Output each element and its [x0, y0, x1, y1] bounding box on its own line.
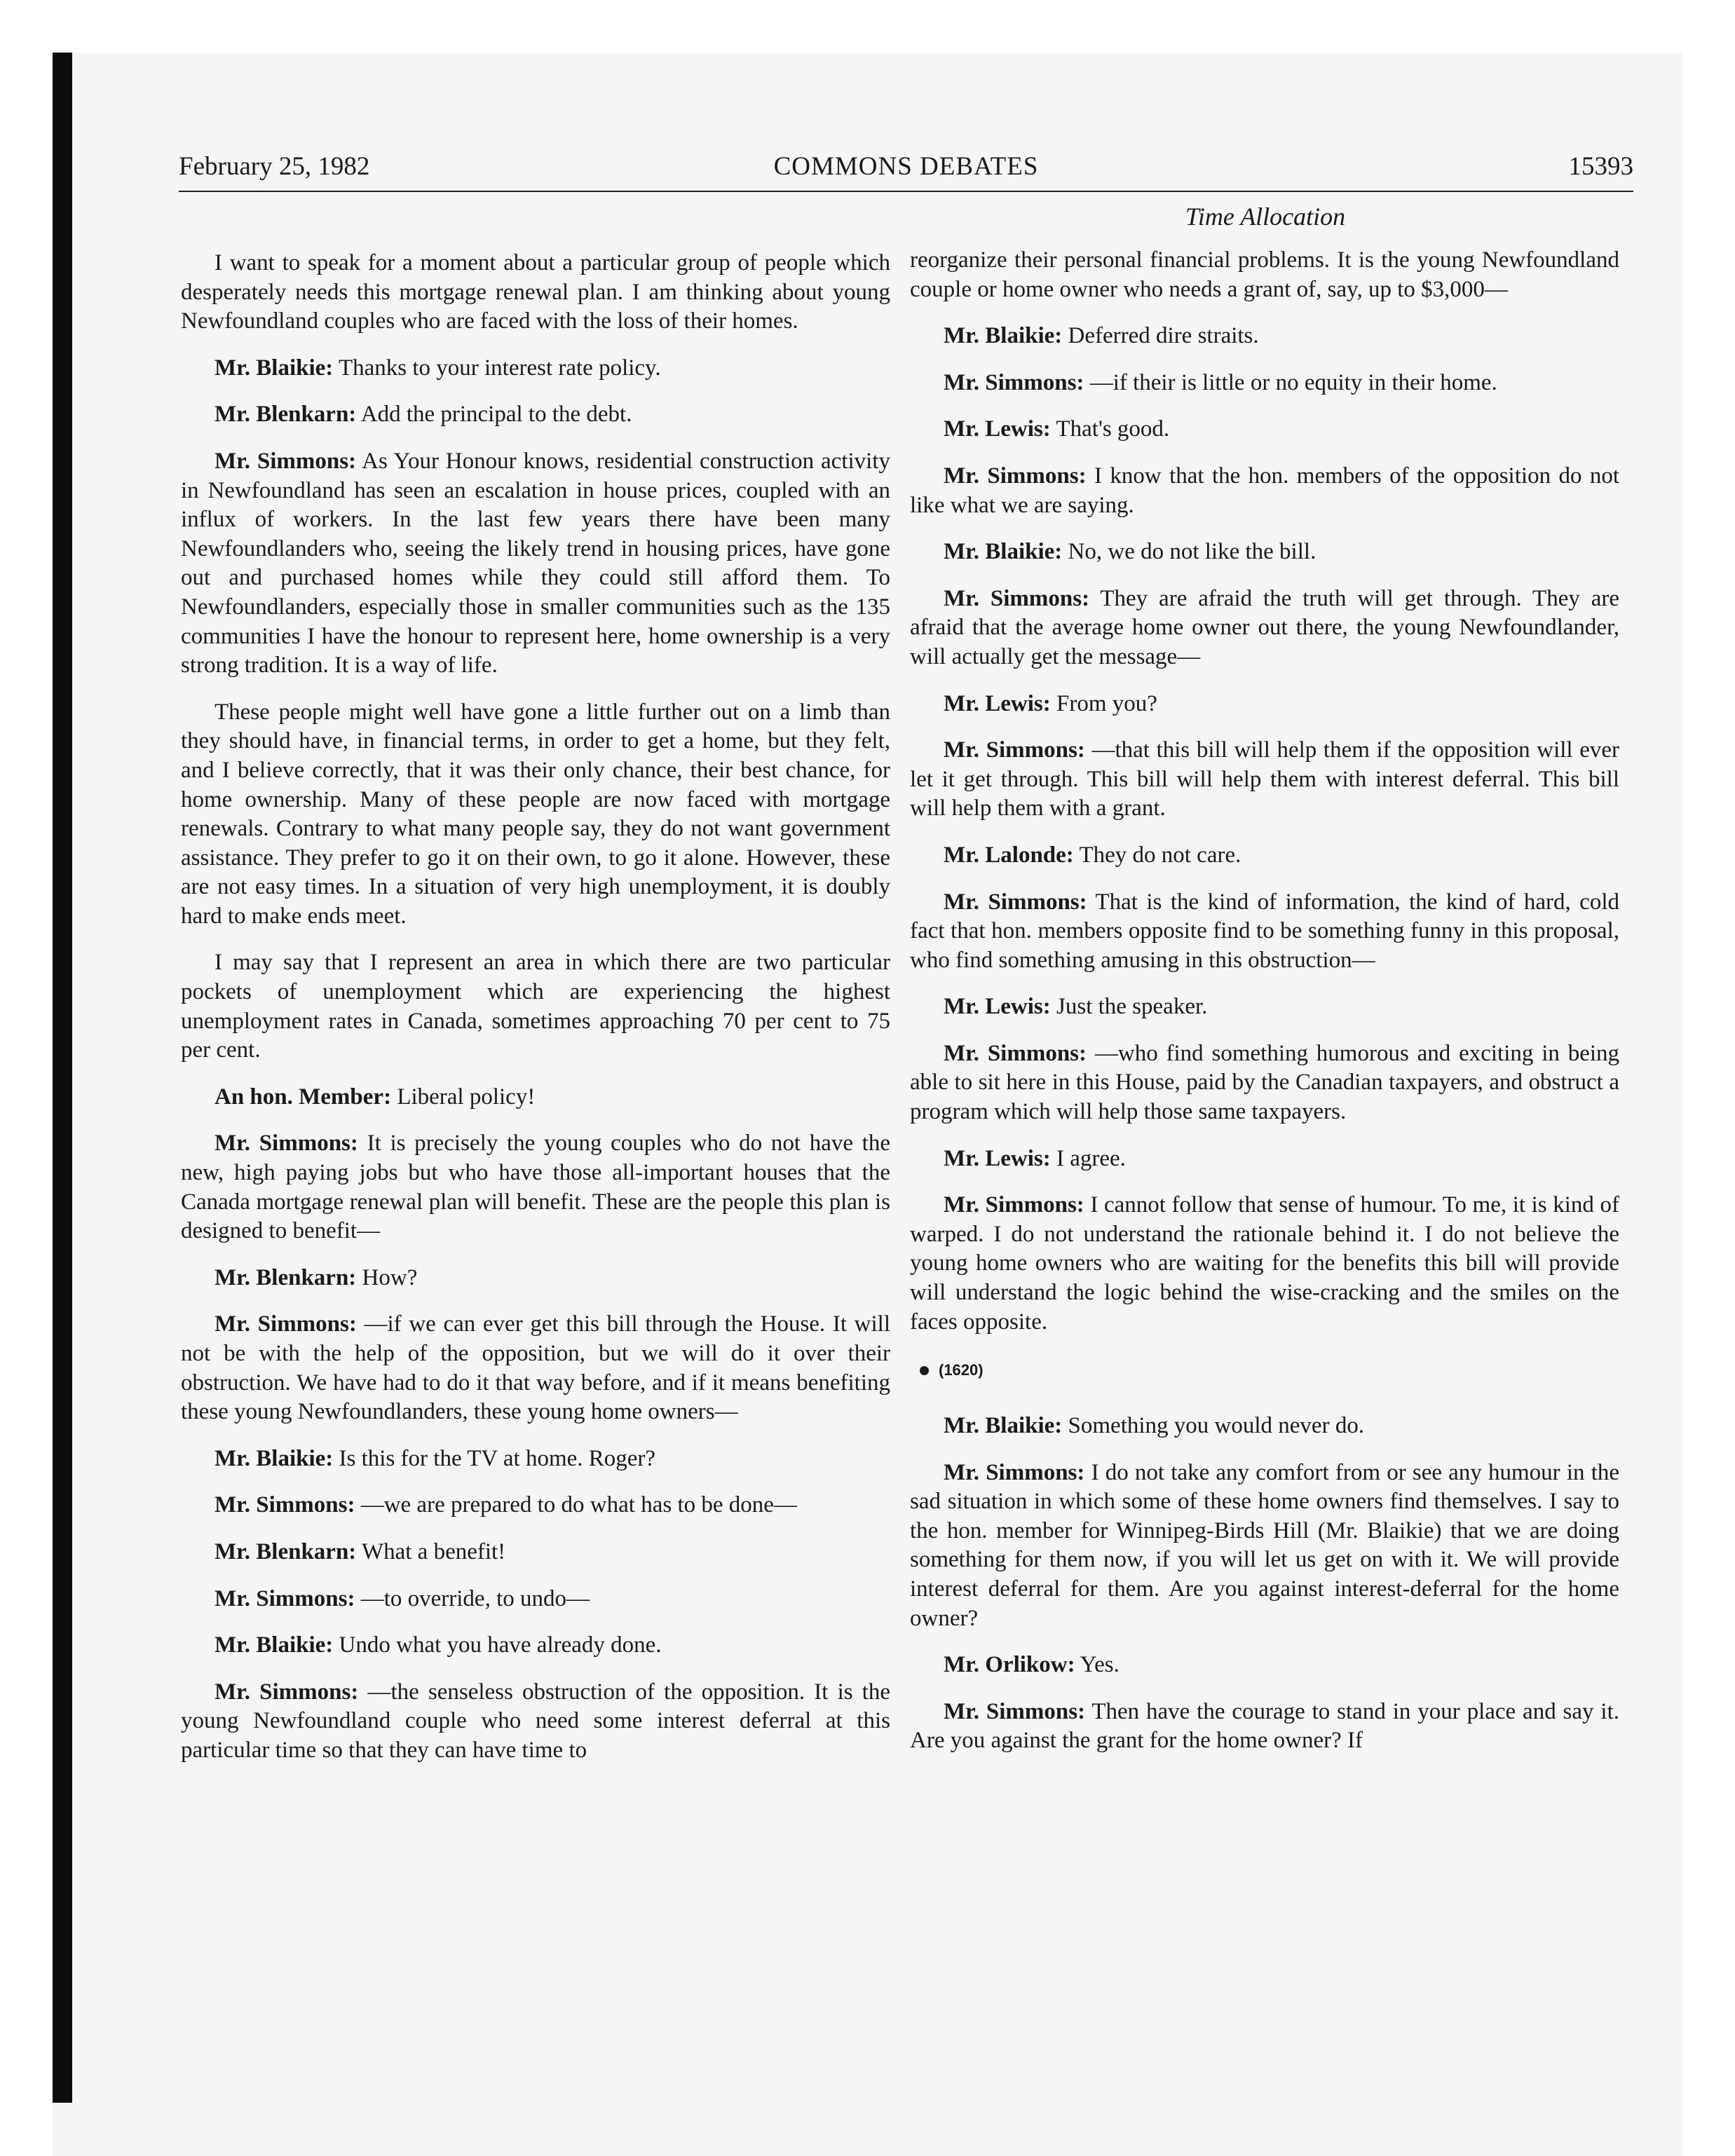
speaker-name: Mr. Simmons:	[944, 463, 1087, 489]
paragraph	[910, 841, 1619, 871]
speaker-name: An hon. Member:	[215, 1084, 392, 1110]
speaker-name: Mr. Simmons:	[944, 369, 1084, 395]
speaker-name: Mr. Simmons:	[215, 1679, 359, 1705]
paragraph	[910, 246, 1619, 304]
speaker-name: Mr. Blenkarn:	[215, 1264, 357, 1290]
page-header	[179, 151, 1633, 192]
speaker-name: Mr. Blenkarn:	[215, 1538, 357, 1564]
paragraph-text: That's good.	[1056, 416, 1170, 442]
speaker-name: Mr. Simmons:	[944, 1459, 1085, 1485]
paragraph-text: —the senseless obstruction of the opposition. It is the young Newfoundland couple who need some interest deferral at this particular time so that they can have time to	[181, 1679, 891, 1763]
header-date: February 25, 1982	[179, 152, 370, 181]
paragraph	[910, 415, 1619, 444]
speaker-name: Mr. Simmons:	[944, 1040, 1087, 1066]
speaker-name: Mr. Blaikie:	[944, 1412, 1063, 1438]
paragraph	[181, 948, 890, 1065]
speaker-name: Mr. Orlikow:	[944, 1652, 1075, 1678]
paragraph	[181, 249, 890, 336]
time-marker	[920, 1354, 1619, 1385]
speaker-name: Mr. Blenkarn:	[215, 402, 357, 428]
paragraph	[181, 447, 890, 681]
speaker-name: Mr. Simmons:	[944, 889, 1087, 915]
paragraph	[181, 1445, 890, 1474]
paragraph	[910, 1039, 1619, 1127]
paragraph-text: reorganize their personal financial problems. It is the young Newfoundland couple or home owner who needs a grant of, say, up to $3,000—	[910, 247, 1619, 302]
paragraph-text: I do not take any comfort from or see any humour in the sad situation in which some of these home owners find themselves. I say to the hon. member for Winnipeg-Birds Hill (Mr. Blaikie) that we are doing something for them now, if you will let us get on with it. We will provide interest deferral for them. Are you against interest-deferral for the home owner?	[910, 1459, 1620, 1631]
paragraph	[181, 1631, 890, 1660]
paragraph-text: That is the kind of information, the kind of hard, cold fact that hon. members opposite find to be something funny in this proposal, who find something amusing in this obstruction—	[910, 889, 1620, 973]
paragraph-text: They are afraid the truth will get through. They are afraid that the average home owner out there, the young Newfoundlander, will actually get the message—	[910, 585, 1619, 669]
paragraph-text: Then have the courage to stand in your place and say it. Are you against the grant for the home owner? If	[910, 1698, 1619, 1754]
right-column	[910, 246, 1619, 1773]
paragraph-text: Yes.	[1080, 1652, 1120, 1678]
speaker-name: Mr. Blaikie:	[944, 539, 1063, 565]
paragraph	[181, 1310, 890, 1426]
binding-edge	[53, 53, 72, 2103]
paragraph-text: I agree.	[1056, 1145, 1126, 1171]
paragraph-text: They do not care.	[1079, 842, 1241, 868]
page-number: 15393	[1568, 152, 1633, 181]
left-column	[181, 249, 890, 1783]
paragraph	[910, 538, 1619, 567]
paragraph	[181, 1538, 890, 1567]
paragraph-text: Add the principal to the debt.	[360, 402, 632, 428]
paragraph-text: —that this bill will help them if the opposition will ever let it get through. This bill will help them with interest deferral. This bill will help them with a grant.	[910, 737, 1620, 821]
paragraph	[910, 888, 1619, 976]
paragraph-text: Liberal policy!	[397, 1084, 536, 1110]
paragraph-text: What a benefit!	[361, 1538, 506, 1564]
paragraph	[181, 1264, 890, 1293]
speaker-name: Mr. Simmons:	[215, 448, 357, 474]
paragraph-text: —if their is little or no equity in their home.	[1089, 369, 1497, 395]
paragraph-text: Just the speaker.	[1056, 994, 1208, 1020]
paragraph	[910, 1651, 1619, 1680]
speaker-name: Mr. Lewis:	[944, 994, 1051, 1020]
speaker-name: Mr. Simmons:	[944, 737, 1085, 763]
speaker-name: Mr. Blaikie:	[215, 1632, 334, 1658]
paragraph	[910, 1145, 1619, 1174]
paragraph	[910, 1698, 1619, 1756]
paragraph-text: From you?	[1056, 690, 1157, 716]
right-column-top	[910, 246, 1619, 1337]
paragraph-text: —who find something humorous and exciting in being able to sit here in this House, paid by the Canadian taxpayers, and obstruct a program which will help those same taxpayers.	[910, 1040, 1620, 1125]
paragraph	[910, 322, 1619, 351]
paragraph	[181, 1585, 890, 1614]
paragraph-text: As Your Honour knows, residential construction activity in Newfoundland has seen an escalation in house prices, coupled with an influx of workers. In the last few years there have been many Newfoundlanders who, seeing the likely trend in housing prices, have gone out and purchased homes while they could still afford them. To Newfoundlanders, especially those in smaller communities such as the 135 communities I have the honour to represent here, home ownership is a very strong tradition. It is a way of life.	[181, 448, 890, 678]
paragraph	[181, 698, 890, 932]
time-marker-label: (1620)	[939, 1361, 984, 1379]
paragraph-text: I want to speak for a moment about a particular group of people which desperately needs this mortgage renewal plan. I am thinking about young Newfoundland couples who are faced with the loss of their homes.	[181, 250, 890, 334]
paragraph	[910, 462, 1619, 520]
speaker-name: Mr. Simmons:	[944, 585, 1090, 611]
paragraph-text: Something you would never do.	[1068, 1412, 1365, 1438]
paragraph	[910, 736, 1619, 824]
paragraph-text: —to override, to undo—	[360, 1585, 590, 1611]
speaker-name: Mr. Simmons:	[215, 1131, 358, 1157]
paragraph	[910, 1412, 1619, 1441]
speaker-name: Mr. Simmons:	[944, 1192, 1084, 1218]
speaker-name: Mr. Lewis:	[944, 1145, 1051, 1171]
speaker-name: Mr. Simmons:	[215, 1585, 355, 1611]
paragraph	[910, 1191, 1619, 1337]
speaker-name: Mr. Lewis:	[944, 416, 1051, 442]
speaker-name: Mr. Lewis:	[944, 690, 1051, 716]
header-title: COMMONS DEBATES	[773, 152, 1039, 181]
paragraph	[910, 369, 1619, 398]
speaker-name: Mr. Blaikie:	[215, 1445, 334, 1471]
paragraph-text: Undo what you have already done.	[339, 1632, 662, 1658]
speaker-name: Mr. Simmons:	[215, 1492, 355, 1518]
paragraph-text: It is precisely the young couples who do not have the new, high paying jobs but who have those all-important houses that the Canada mortgage renewal plan will benefit. These are the people this plan is designed to benefit—	[181, 1131, 891, 1244]
paragraph	[910, 1459, 1619, 1634]
paragraph-text: I cannot follow that sense of humour. To me, it is kind of warped. I do not understand the rationale behind it. I do not believe the young home owners who are waiting for the benefits this bill will provide will understand the logic behind the wise-cracking and the smiles on the faces opposite.	[910, 1192, 1619, 1335]
paragraph-text: Is this for the TV at home. Roger?	[339, 1445, 656, 1471]
speaker-name: Mr. Simmons:	[944, 1698, 1086, 1724]
paragraph-text: How?	[362, 1264, 418, 1290]
speaker-name: Mr. Lalonde:	[944, 842, 1074, 868]
paragraph	[181, 400, 890, 430]
paragraph	[910, 992, 1619, 1022]
paragraph-text: Deferred dire straits.	[1068, 323, 1259, 349]
paragraph	[181, 354, 890, 383]
paragraph	[181, 1129, 890, 1246]
paragraph-text: I know that the hon. members of the opposition do not like what we are saying.	[910, 463, 1620, 518]
paragraph-text: These people might well have gone a little further out on a limb than they should have, in financial terms, in order to get a home, but they felt, and I believe correctly, that it was their only chance, their best chance, for home ownership. Many of these people are now faced with mortgage renewals. Contrary to what many people say, they do not want government assistance. They prefer to go it on their own, to go it alone. However, these are not easy times. In a situation of very high unemployment, it is doubly hard to make ends meet.	[181, 699, 890, 929]
speaker-name: Mr. Blaikie:	[215, 355, 334, 381]
speaker-name: Mr. Blaikie:	[944, 323, 1063, 349]
paragraph-text: —if we can ever get this bill through the House. It will not be with the help of the opposition, but we will do it over their obstruction. We have had to do it that way before, and if it means benefiting these young Newfoundlanders, these young home owners—	[181, 1311, 890, 1425]
paragraph-text: —we are prepared to do what has to be done—	[360, 1492, 797, 1518]
paragraph-text: I may say that I represent an area in which there are two particular pockets of unemployment which are experiencing the highest unemployment rates in Canada, sometimes approaching 70 per cent to 75 per cent.	[181, 950, 890, 1063]
right-column-bottom	[910, 1412, 1619, 1756]
paragraph	[910, 585, 1619, 672]
paragraph-text: Thanks to your interest rate policy.	[338, 355, 661, 381]
section-title: Time Allocation	[1185, 203, 1346, 231]
paragraph	[181, 1491, 890, 1520]
speaker-name: Mr. Simmons:	[215, 1311, 357, 1337]
paragraph	[910, 690, 1619, 719]
paragraph	[181, 1678, 890, 1766]
paragraph-text: No, we do not like the bill.	[1068, 539, 1316, 565]
bullet-icon	[920, 1366, 929, 1375]
paragraph	[181, 1083, 890, 1112]
